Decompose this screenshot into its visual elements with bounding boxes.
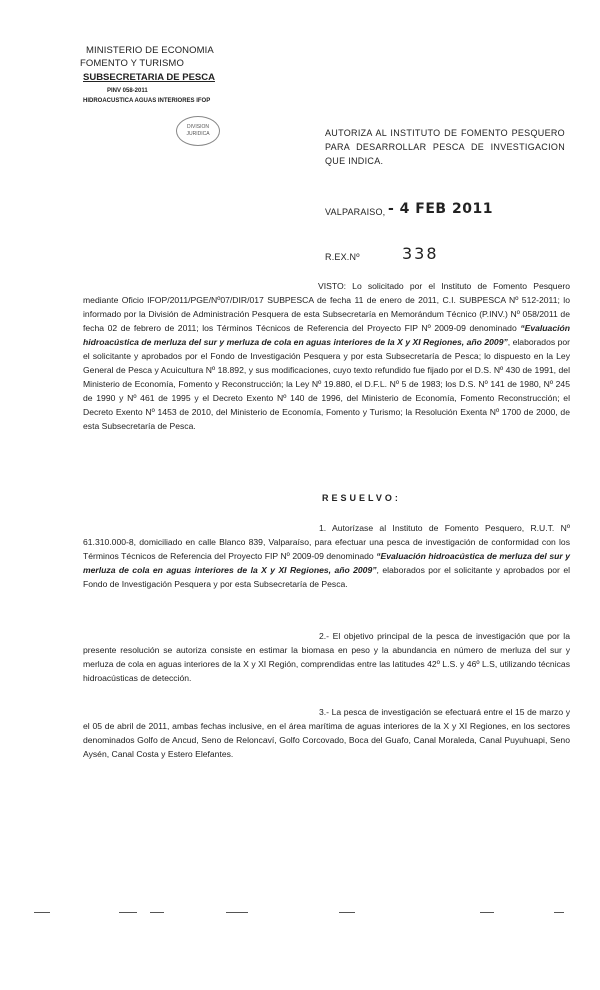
stamp-line-2: JURIDICA [186, 131, 210, 137]
footer-mark [34, 912, 50, 913]
visto-project-title: “Evaluación hidroacústica de merluza del sur y merluza de cola en aguas interiores de la X y XI Regiones, año 2009” [83, 323, 570, 347]
ministry-line-2: FOMENTO Y TURISMO [80, 58, 184, 69]
article-2 [83, 629, 570, 685]
resolution-subject: AUTORIZA AL INSTITUTO DE FOMENTO PESQUERO PARA DESARROLLAR PESCA DE INVESTIGACION QUE INDICA. [325, 128, 565, 166]
visto-text-2: , elaborados por el solicitante y aprobados por el Fondo de Investigación Pesquera y por esta Subsecretaría de Pesca; lo dispuesto en la Ley General de Pesca y Acuicultura Nº 18.892, y sus modificaciones, cuyo texto refundido fue fijado por el D.S. Nº 430 de 1991, del Ministerio de Economía, Fomento y Reconstrucción; la Ley Nº 19.880, el D.F.L. Nº 5 de 1983; los D.S. Nº 141 de 1980, Nº 245 de 1990 y Nº 461 de 1995 y el Decreto Exento Nº 140 de 1996, del Ministerio de Economía, Fomento Reconstrucción; el Decreto Exento Nº 1453 de 2010, del Ministerio de Economía, Fomento y Turismo; la Resolución Exenta Nº 1700 de 2000, de esta Subsecretaría de Pesca. [83, 337, 571, 431]
file-subject-code: HIDROACUSTICA AGUAS INTERIORES IFOP [83, 98, 211, 104]
article-2-text: 2.- El objetivo principal de la pesca de investigación que por la presente resolución se autoriza consiste en estimar la biomasa en peso y la abundancia en número de merluza del sur y merluza de cola en aguas interiores de la X y XI Región, comprendidas entre las latitudes 42º L.S. y 46º L.S, utilizando técnicas hidroacústicas de detección. [83, 631, 570, 683]
article-1 [83, 521, 570, 591]
date-value: - 4 FEB 2011 [388, 201, 493, 217]
footer-mark [150, 912, 164, 913]
footer-mark [554, 912, 564, 913]
visto-paragraph [83, 279, 570, 433]
subsecretaria-line: SUBSECRETARIA DE PESCA [83, 72, 215, 83]
date-place: VALPARAISO, [325, 207, 386, 217]
article-1-project-title: “Evaluación hidroacústica de merluza del sur y merluza de cola en aguas interiores de la X y XI Regiones, año 2009” [83, 551, 570, 575]
stamp-line-1: DIVISION [187, 124, 209, 130]
ministry-line-1: MINISTERIO DE ECONOMIA [86, 45, 214, 56]
resuelvo-heading: RESUELVO: [322, 493, 401, 503]
rex-label: R.EX.Nº [325, 252, 360, 262]
footer-mark [226, 912, 248, 913]
article-3-text: 3.- La pesca de investigación se efectuará entre el 15 de marzo y el 05 de abril de 2011, ambas fechas inclusive, en el área marítima de aguas interiores de la X y XI Regiones, en los sectores denominados Golfo de Ancud, Seno de Reloncaví, Golfo Corcovado, Boca del Guafo, Canal Moraleda, Canal Puyuhuapi, Seno Aysén, Canal Costa y Estero Elefantes. [83, 707, 570, 759]
juridica-stamp [176, 116, 220, 146]
article-3 [83, 705, 570, 761]
article-1-text-2: , elaborados por el solicitante y aprobados por el Fondo de Investigación Pesquera y por esta Subsecretaría de Pesca. [83, 565, 571, 589]
footer-mark [339, 912, 355, 913]
article-1-text-1: 1. Autorízase al Instituto de Fomento Pesquero, R.U.T. Nº 61.310.000-8, domiciliado en calle Blanco 839, Valparaíso, para efectuar una pesca de investigación de conformidad con los Términos Técnicos de Referencia del Proyecto FIP Nº 2009-09 denominado [83, 523, 570, 561]
footer-mark [119, 912, 137, 913]
visto-text-1: VISTO: Lo solicitado por el Instituto de Fomento Pesquero mediante Oficio IFOP/2011/PGE/Nº07/DIR/017 SUBPESCA de fecha 11 de enero de 2011, C.I. SUBPESCA Nº 512-2011; lo informado por la División de Administración Pesquera de esta Subsecretaría en Memorándum Técnico (P.INV.) Nº 058/2011 de fecha 02 de febrero de 2011; los Términos Técnicos de Referencia del Proyecto FIP Nº 2009-09 denominado [83, 281, 570, 333]
rex-number: 338 [402, 244, 439, 263]
file-code: PINV 058-2011 [107, 88, 148, 94]
footer-mark [480, 912, 494, 913]
